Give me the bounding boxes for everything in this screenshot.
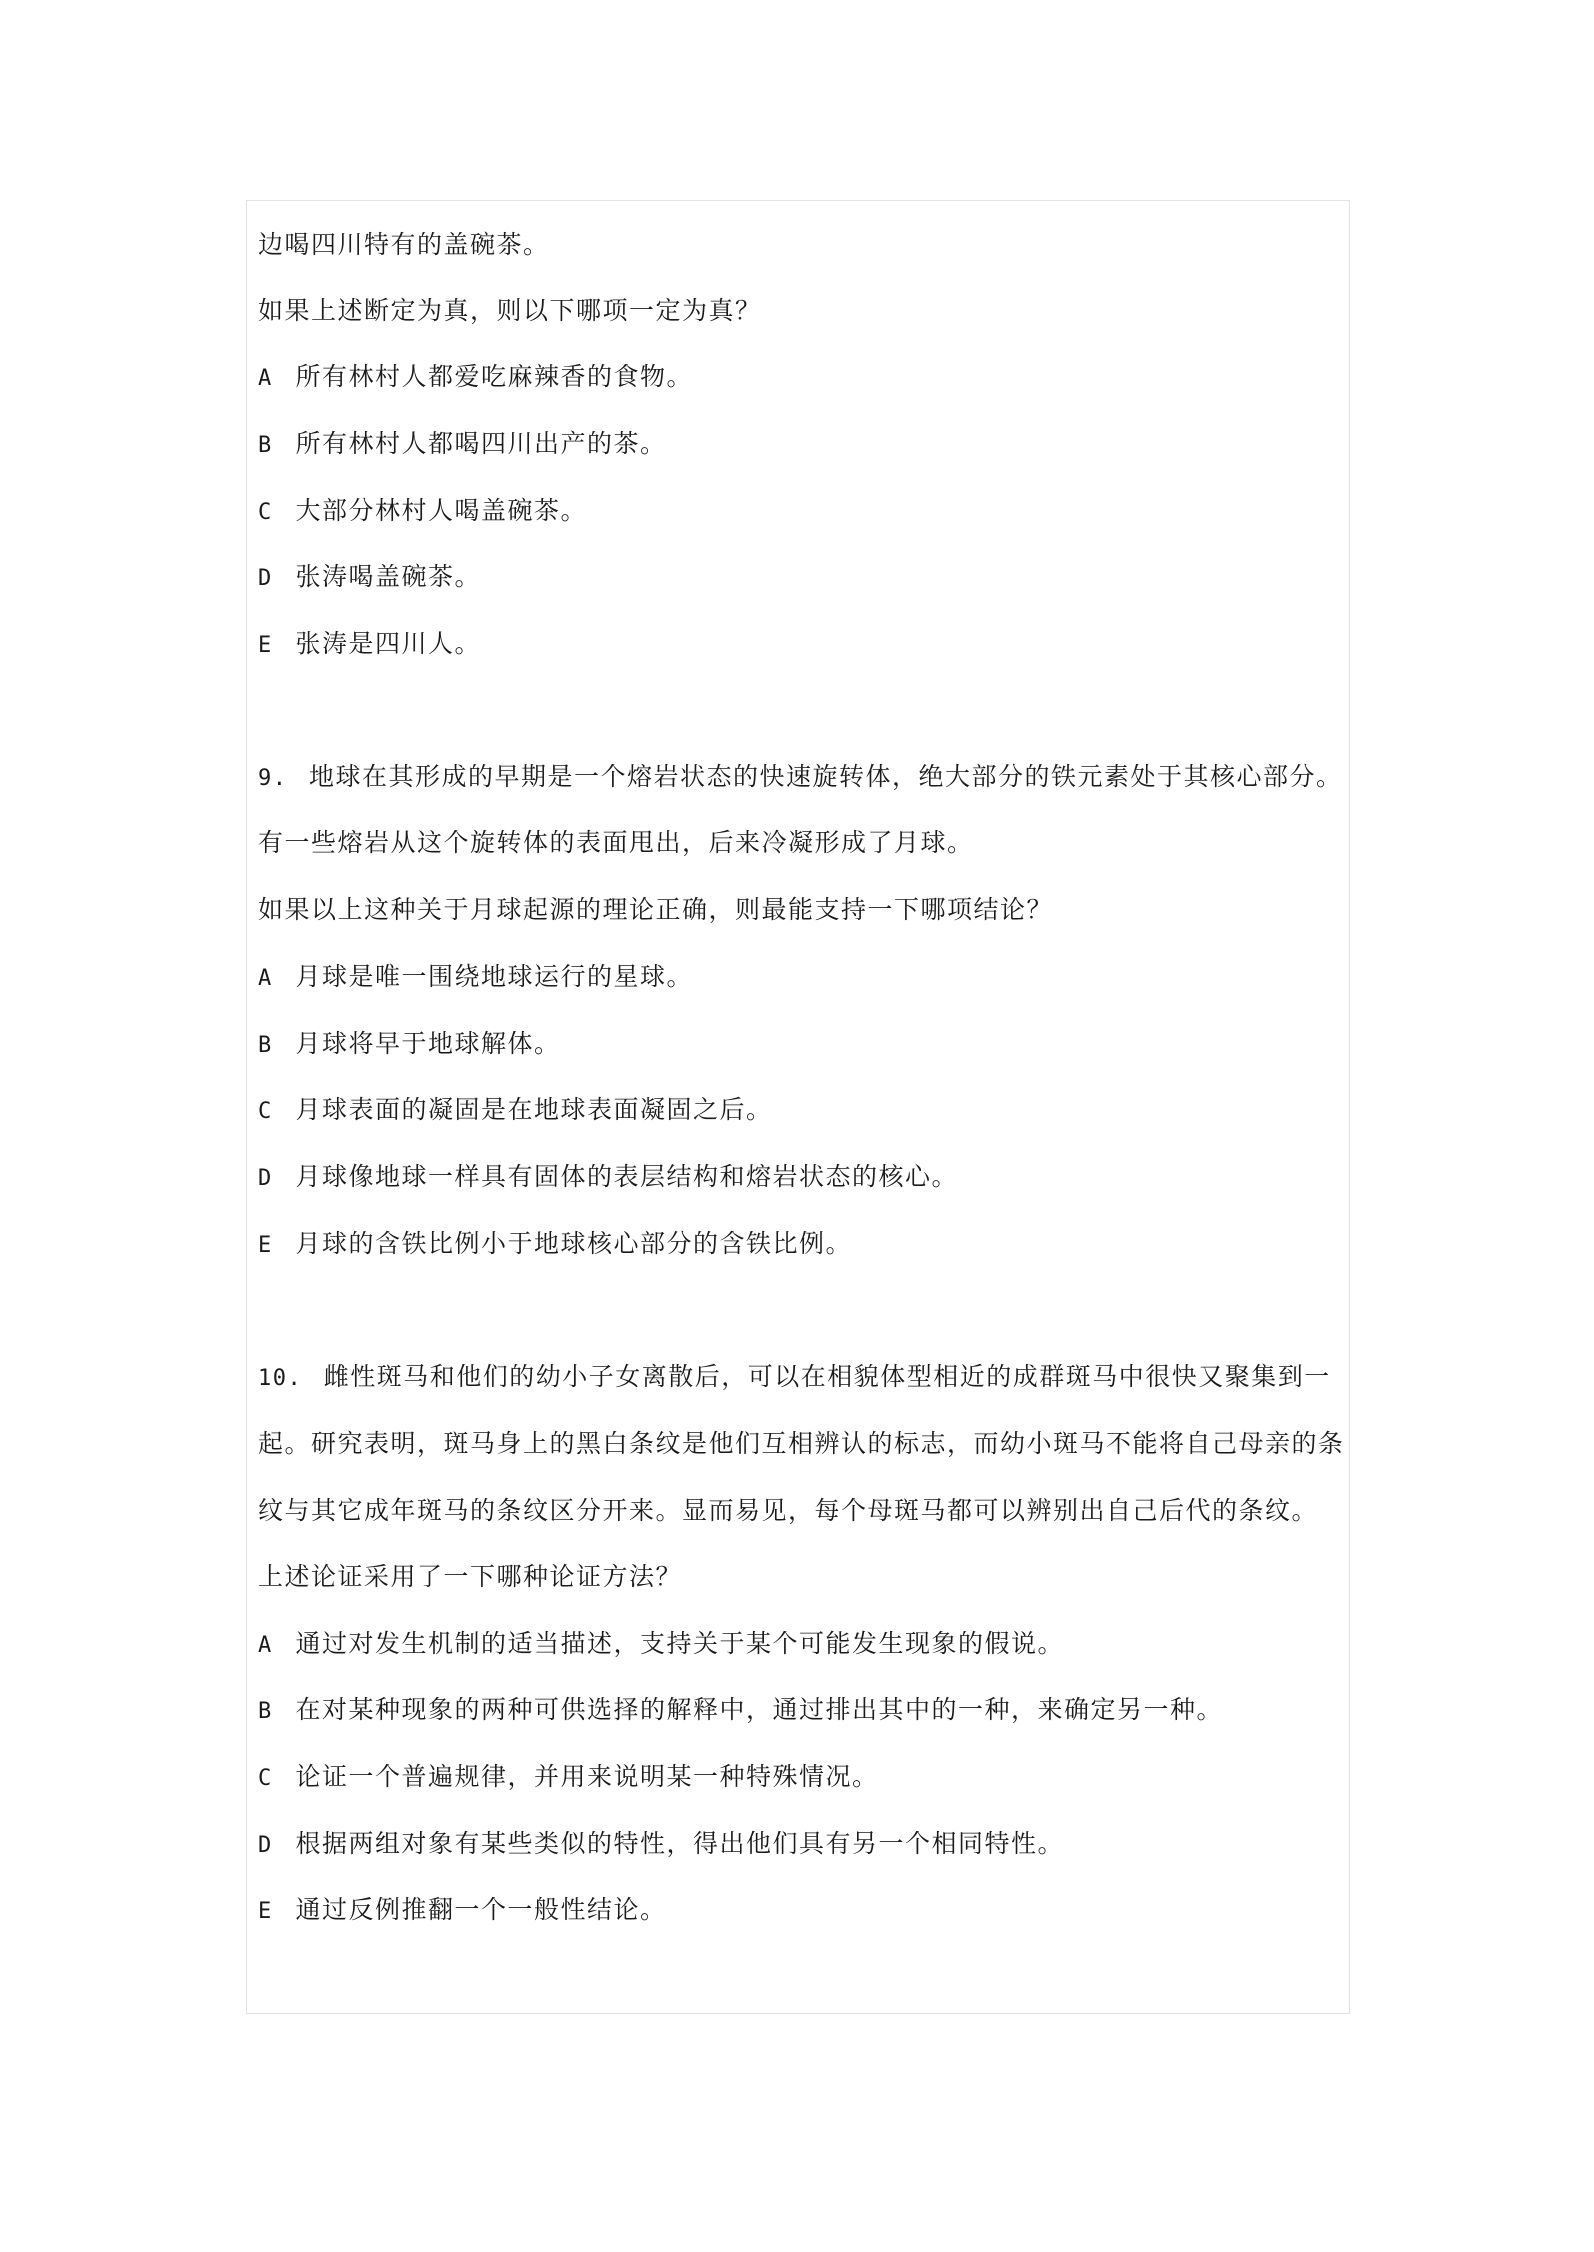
option-text: 在对某种现象的两种可供选择的解释中，通过排出其中的一种，来确定另一种。 (295, 1695, 1223, 1724)
option-text: 所有林村人都爱吃麻辣香的食物。 (295, 362, 693, 391)
option-text: 通过对发生机制的适当描述，支持关于某个可能发生现象的假说。 (295, 1629, 1064, 1658)
q9-prompt: 如果以上这种关于月球起源的理论正确，则最能支持一下哪项结论？ (258, 895, 1054, 924)
q10-option-b (258, 1693, 1223, 1729)
q8-option-d (258, 560, 481, 596)
q10-stem-line-3: 纹与其它成年斑马的条纹区分开来。显而易见，每个母斑马都可以辨别出自己后代的条纹。 (258, 1496, 1319, 1525)
option-text: 所有林村人都喝四川出产的茶。 (295, 429, 667, 458)
q9-option-e (258, 1227, 852, 1263)
q10-option-c (258, 1760, 878, 1796)
q8-prompt: 如果上述断定为真，则以下哪项一定为真？ (258, 296, 762, 325)
option-letter: B (258, 1699, 273, 1724)
option-letter: D (258, 566, 273, 591)
question-number: 9. (258, 766, 288, 791)
option-text: 通过反例推翻一个一般性结论。 (295, 1895, 667, 1924)
q10-option-d (258, 1827, 1064, 1863)
option-letter: A (258, 966, 273, 991)
stem-text: 地球在其形成的早期是一个熔岩状态的快速旋转体，绝大部分的铁元素处于其核心部分。 (308, 762, 1343, 791)
q10-stem-line-1 (258, 1360, 1331, 1396)
option-letter: C (258, 500, 273, 525)
q10-option-e (258, 1893, 666, 1929)
option-letter: A (258, 366, 273, 391)
option-letter: D (258, 1833, 273, 1858)
q9-stem-line-2: 有一些熔岩从这个旋转体的表面甩出，后来冷凝形成了月球。 (258, 828, 974, 857)
option-text: 月球是唯一围绕地球运行的星球。 (295, 962, 693, 991)
q8-option-b (258, 427, 666, 463)
option-text: 根据两组对象有某些类似的特性，得出他们具有另一个相同特性。 (295, 1829, 1064, 1858)
q9-option-b (258, 1027, 560, 1063)
q8-option-c (258, 494, 587, 530)
q10-prompt: 上述论证采用了一下哪种论证方法？ (258, 1562, 683, 1591)
option-text: 论证一个普遍规律，并用来说明某一种特殊情况。 (295, 1762, 879, 1791)
option-text: 张涛是四川人。 (295, 629, 481, 658)
option-letter: C (258, 1766, 273, 1791)
q10-stem-line-2: 起。研究表明，斑马身上的黑白条纹是他们互相辨认的标志，而幼小斑马不能将自己母亲的条 (258, 1429, 1345, 1458)
option-letter: E (258, 1233, 273, 1258)
option-text: 月球的含铁比例小于地球核心部分的含铁比例。 (295, 1229, 852, 1258)
option-text: 月球像地球一样具有固体的表层结构和熔岩状态的核心。 (295, 1162, 958, 1191)
q8-stem-tail: 边喝四川特有的盖碗茶。 (258, 230, 550, 259)
option-letter: E (258, 1899, 273, 1924)
q9-stem-line-1 (258, 760, 1342, 796)
question-number: 10. (258, 1366, 303, 1391)
q9-option-a (258, 960, 693, 996)
option-text: 大部分林村人喝盖碗茶。 (295, 496, 587, 525)
q9-option-d (258, 1160, 958, 1196)
q10-option-a (258, 1627, 1064, 1663)
option-letter: D (258, 1166, 273, 1191)
option-letter: E (258, 633, 273, 658)
option-letter: B (258, 1033, 273, 1058)
q9-option-c (258, 1093, 772, 1129)
q8-option-a (258, 360, 693, 396)
option-letter: A (258, 1633, 273, 1658)
option-text: 张涛喝盖碗茶。 (295, 562, 481, 591)
option-letter: B (258, 433, 273, 458)
option-text: 月球表面的凝固是在地球表面凝固之后。 (295, 1095, 773, 1124)
q8-option-e (258, 627, 481, 663)
option-letter: C (258, 1099, 273, 1124)
stem-text: 雌性斑马和他们的幼小子女离散后，可以在相貌体型相近的成群斑马中很快又聚集到一 (323, 1362, 1331, 1391)
option-text: 月球将早于地球解体。 (295, 1029, 561, 1058)
